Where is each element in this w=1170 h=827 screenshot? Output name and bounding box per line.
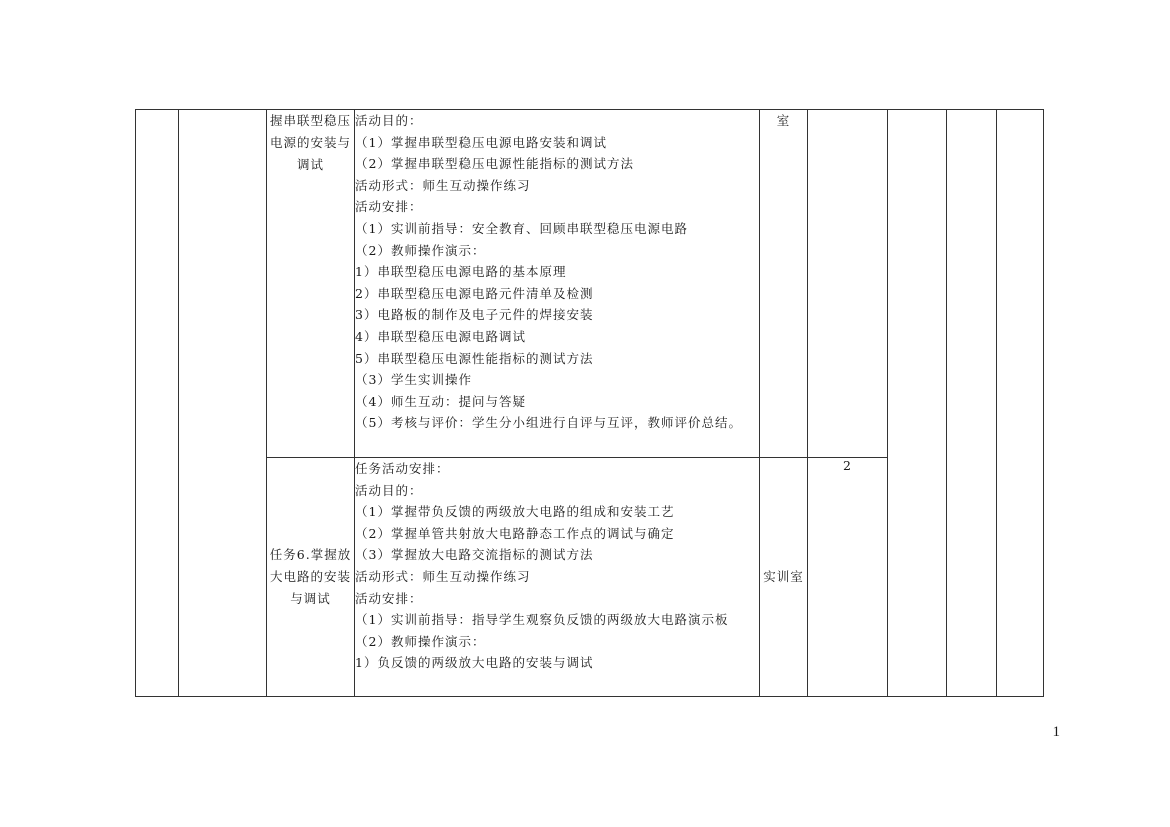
content-line: 2）串联型稳压电源电路元件清单及检测 bbox=[355, 285, 594, 301]
content-line: （5）考核与评价：学生分小组进行自评与互评，教师评价总结。 bbox=[355, 415, 742, 431]
task-title-cell: 任务6.掌握放大电路的安装与调试 bbox=[267, 458, 355, 697]
content-line: （1）实训前指导：安全教育、回顾串联型稳压电源电路 bbox=[355, 220, 688, 236]
content-line: （2）教师操作演示： bbox=[355, 633, 486, 649]
activity-content-cell bbox=[355, 110, 760, 458]
content-line: 任务活动安排： bbox=[355, 461, 450, 476]
content-line: 活动形式：师生互动操作练习 bbox=[355, 177, 531, 193]
content-line: 活动形式：师生互动操作练习 bbox=[355, 568, 531, 584]
content-line: （2）掌握串联型稳压电源性能指标的测试方法 bbox=[355, 156, 634, 172]
empty-cell-col2 bbox=[179, 110, 267, 697]
content-line: （2）掌握单管共射放大电路静态工作点的调试与确定 bbox=[355, 525, 675, 541]
content-line: 1）负反馈的两级放大电路的安装与调试 bbox=[355, 655, 594, 671]
content-line: 活动安排： bbox=[355, 590, 423, 606]
empty-cell-col7 bbox=[888, 110, 947, 697]
table-row bbox=[136, 110, 1044, 458]
content-line: （4）师生互动：提问与答疑 bbox=[355, 393, 526, 409]
content-line: （1）掌握带负反馈的两级放大电路的组成和安装工艺 bbox=[355, 504, 675, 520]
venue-cell: 实训室 bbox=[760, 458, 808, 697]
hours-cell bbox=[808, 110, 888, 458]
content-line: 活动目的： bbox=[355, 482, 423, 498]
hours-cell: 2 bbox=[808, 458, 888, 697]
content-line: 3）电路板的制作及电子元件的焊接安装 bbox=[355, 307, 594, 323]
content-line: （3）学生实训操作 bbox=[355, 372, 472, 388]
venue-cell: 室 bbox=[760, 110, 808, 458]
content-line: （1）掌握串联型稳压电源电路安装和调试 bbox=[355, 134, 607, 150]
content-line: 5）串联型稳压电源性能指标的测试方法 bbox=[355, 350, 594, 366]
content-line: （2）教师操作演示： bbox=[355, 242, 486, 258]
content-line: 活动目的： bbox=[355, 113, 423, 128]
content-line: 活动安排： bbox=[355, 199, 423, 215]
empty-cell-col9 bbox=[997, 110, 1044, 697]
empty-cell-col1 bbox=[136, 110, 179, 697]
content-line: （1）实训前指导：指导学生观察负反馈的两级放大电路演示板 bbox=[355, 612, 729, 628]
page-number: 1 bbox=[1052, 724, 1060, 740]
content-line: 4）串联型稳压电源电路调试 bbox=[355, 328, 526, 344]
task-title-cell: 握串联型稳压电源的安装与调试 bbox=[267, 110, 355, 458]
content-line: （3）掌握放大电路交流指标的测试方法 bbox=[355, 547, 594, 563]
lesson-plan-table bbox=[135, 109, 1044, 697]
activity-content-cell bbox=[355, 458, 760, 697]
content-line: 1）串联型稳压电源电路的基本原理 bbox=[355, 264, 567, 280]
empty-cell-col8 bbox=[947, 110, 997, 697]
